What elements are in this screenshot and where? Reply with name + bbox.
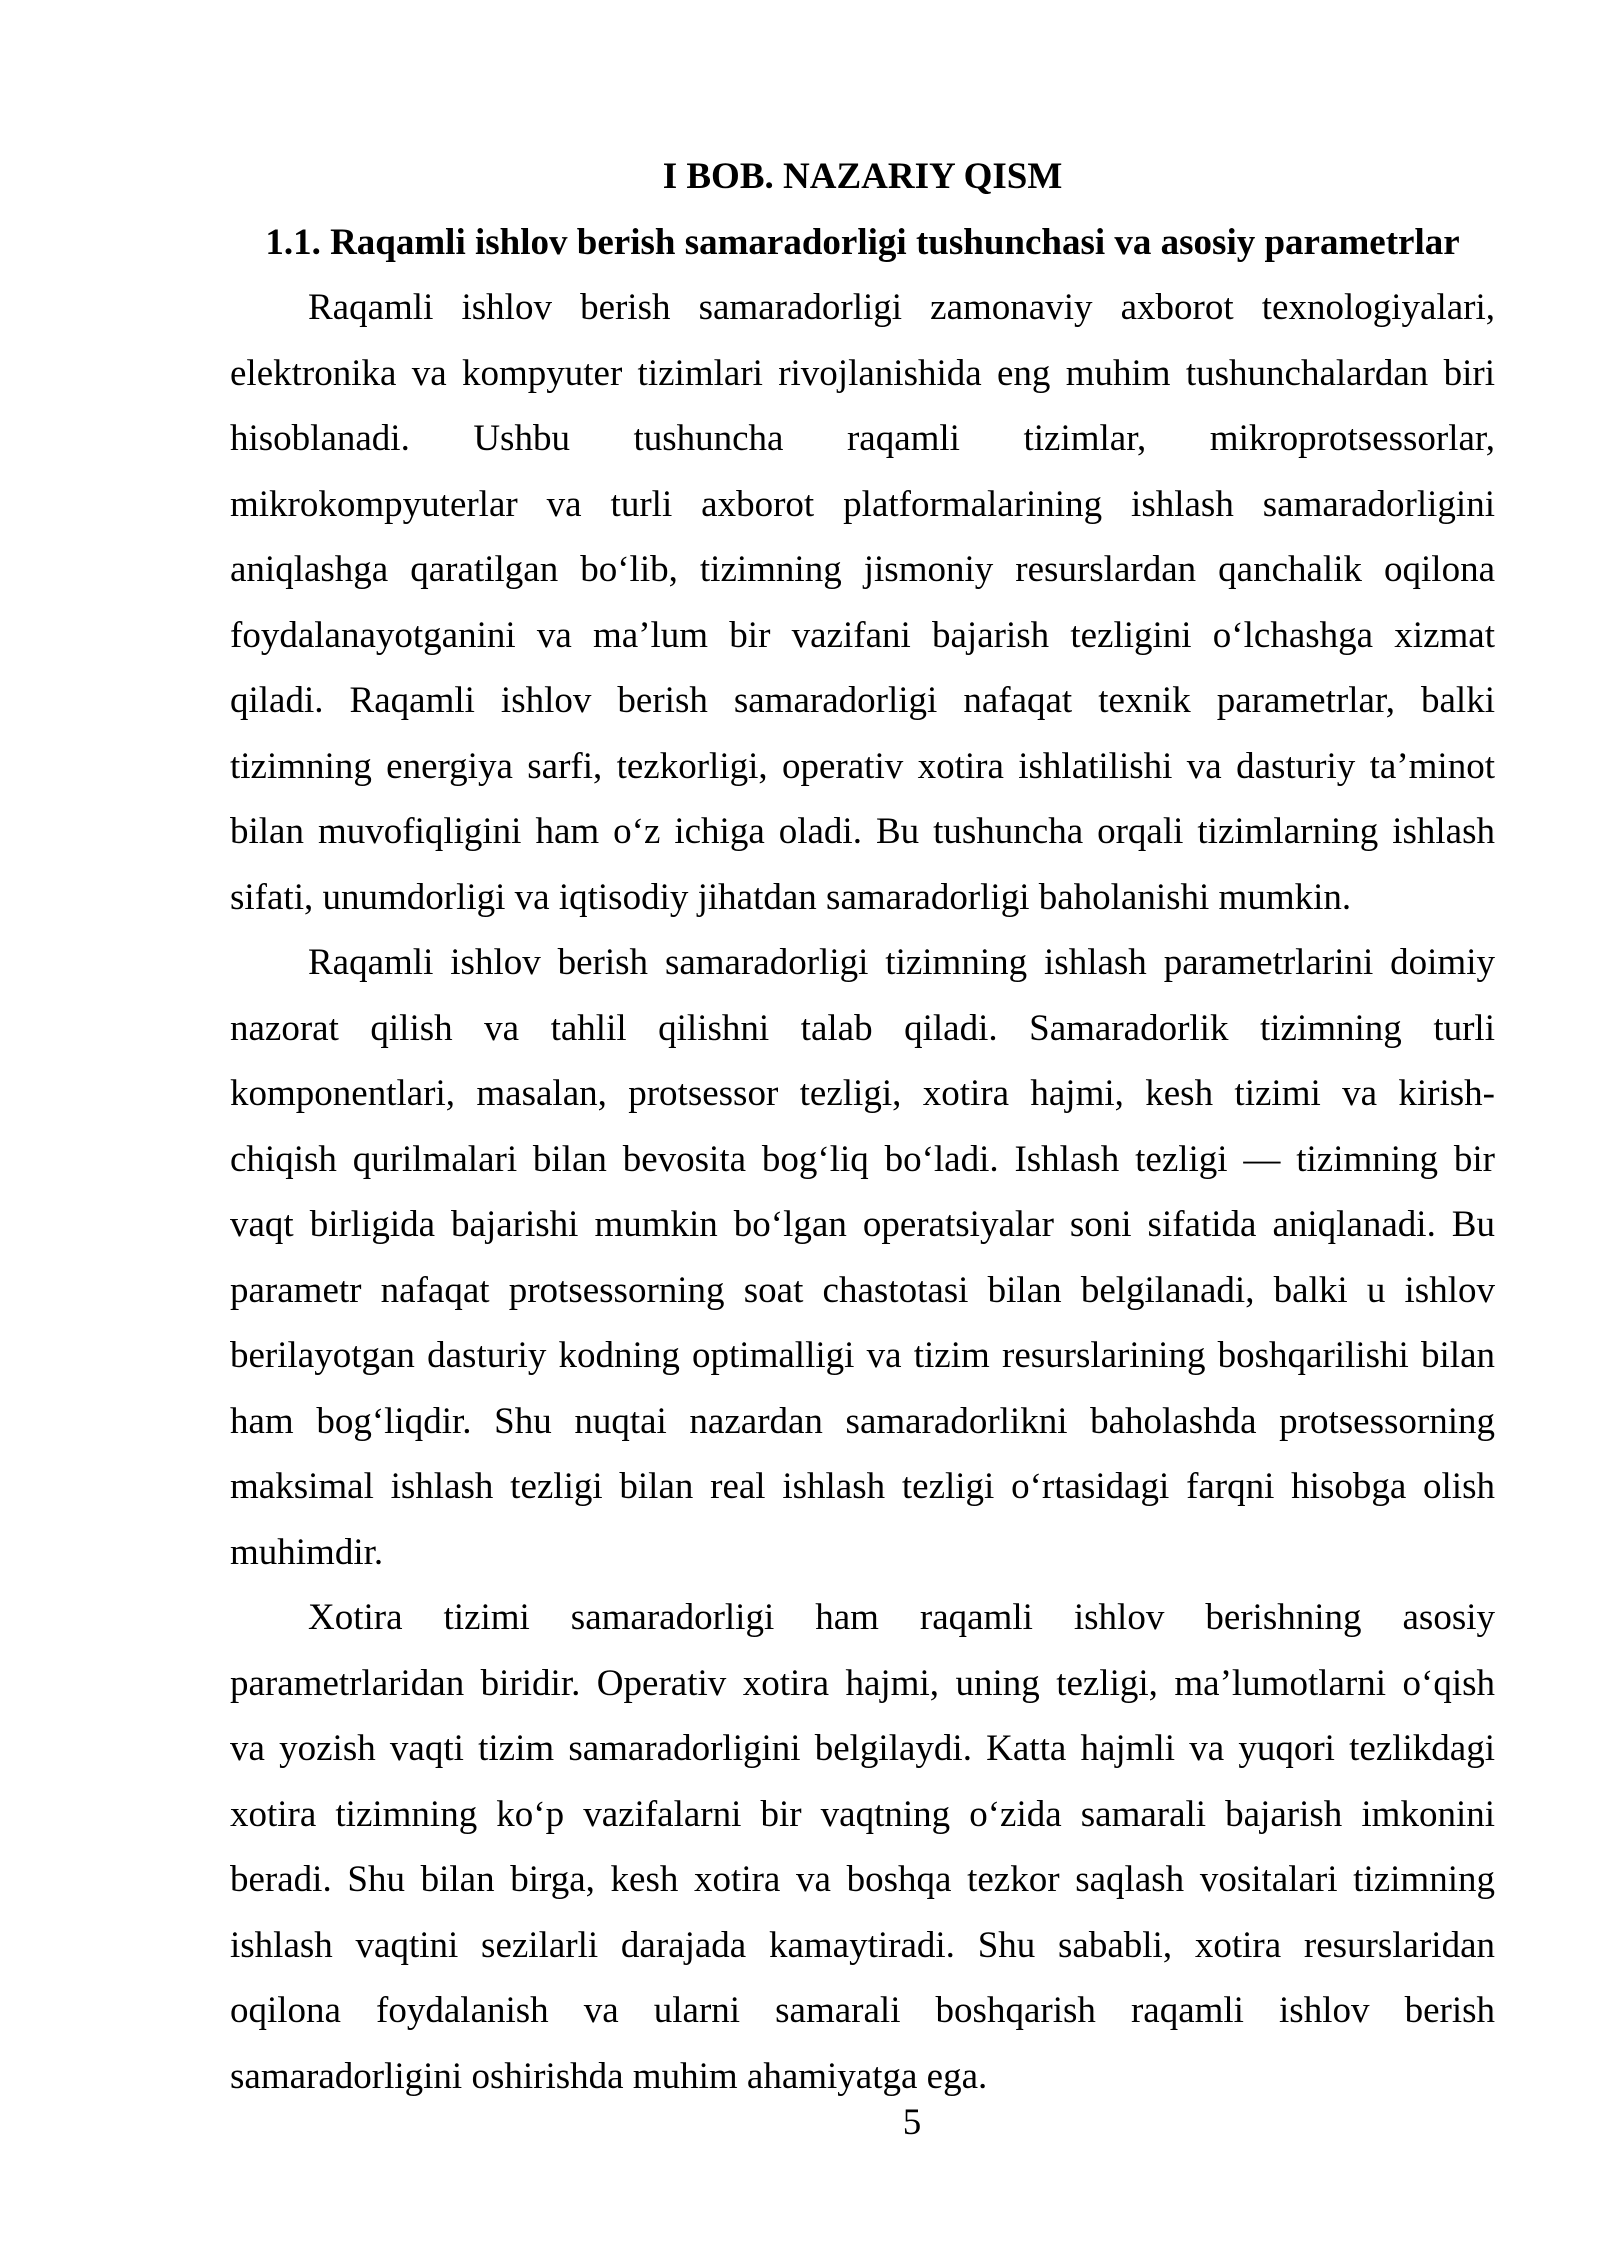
paragraph-line: aniqlashga qaratilgan bo‘lib, tizimning jismoniy resurslardan qanchalik oqilona <box>230 549 1495 590</box>
paragraph-line: foydalanayotganini va ma’lum bir vazifani bajarish tezligini o‘lchashga xizmat <box>230 614 1495 656</box>
paragraph-line: muhimdir. <box>230 1531 384 1573</box>
paragraph-line: vaqt birligida bajarishi mumkin bo‘lgan operatsiyalar soni sifatida aniqlanadi. Bu <box>230 1204 1495 1245</box>
paragraph-line: sifati, unumdorligi va iqtisodiy jihatdan samaradorligi baholanishi mumkin. <box>230 876 1352 918</box>
paragraph-line: parametr nafaqat protsessorning soat chastotasi bilan belgilanadi, balki u ishlov <box>230 1269 1495 1311</box>
paragraph-line: elektronika va kompyuter tizimlari rivojlanishida eng muhim tushunchalardan biri <box>230 352 1495 394</box>
chapter-title: I BOB. NAZARIY QISM <box>662 156 1063 197</box>
page-number: 5 <box>902 2102 922 2143</box>
paragraph-line: nazorat qilish va tahlil qilishni talab qiladi. Samaradorlik tizimning turli <box>230 1007 1495 1049</box>
paragraph-line: maksimal ishlash tezligi bilan real ishlash tezligi o‘rtasidagi farqni hisobga olish <box>230 1466 1495 1507</box>
page-content <box>230 144 1495 2109</box>
paragraph-line: Raqamli ishlov berish samaradorligi tizimning ishlash parametrlarini doimiy <box>308 942 1495 983</box>
paragraph-line: Raqamli ishlov berish samaradorligi zamonaviy axborot texnologiyalari, <box>308 287 1495 328</box>
paragraph-line: ham bog‘liqdir. Shu nuqtai nazardan samaradorlikni baholashda protsessorning <box>230 1400 1495 1442</box>
paragraph-line: va yozish vaqti tizim samaradorligini belgilaydi. Katta hajmli va yuqori tezlikdagi <box>230 1728 1495 1769</box>
paragraph <box>230 930 1495 1585</box>
paragraph-line: bilan muvofiqligini ham o‘z ichiga oladi. Bu tushuncha orqali tizimlarning ishlash <box>230 811 1495 852</box>
paragraph-line: mikrokompyuterlar va turli axborot platformalarining ishlash samaradorligini <box>230 483 1495 525</box>
paragraph-line: tizimning energiya sarfi, tezkorligi, operativ xotira ishlatilishi va dasturiy ta’minot <box>230 745 1495 787</box>
paragraph <box>230 1585 1495 2109</box>
paragraph-line: ishlash vaqtini sezilarli darajada kamaytiradi. Shu sababli, xotira resurslaridan <box>230 1924 1495 1966</box>
body-text <box>230 275 1495 2109</box>
paragraph-line: berilayotgan dasturiy kodning optimalligi va tizim resurslarining boshqarilishi bilan <box>230 1335 1495 1376</box>
paragraph-line: samaradorligini oshirishda muhim ahamiyatga ega. <box>230 2055 988 2097</box>
paragraph-line: qiladi. Raqamli ishlov berish samaradorligi nafaqat texnik parametrlar, balki <box>230 680 1495 721</box>
paragraph-line: beradi. Shu bilan birga, kesh xotira va boshqa tezkor saqlash vositalari tizimning <box>230 1859 1495 1900</box>
paragraph-line: hisoblanadi. Ushbu tushuncha raqamli tizimlar, mikroprotsessorlar, <box>230 418 1495 459</box>
paragraph-line: parametrlaridan biridir. Operativ xotira hajmi, uning tezligi, ma’lumotlarni o‘qish <box>230 1662 1495 1704</box>
paragraph-line: komponentlari, masalan, protsessor tezligi, xotira hajmi, kesh tizimi va kirish- <box>230 1073 1495 1114</box>
section-title: 1.1. Raqamli ishlov berish samaradorligi tushunchasi va asosiy parametrlar <box>265 221 1460 263</box>
paragraph-line: Xotira tizimi samaradorligi ham raqamli ishlov berishning asosiy <box>308 1597 1495 1638</box>
paragraph-line: chiqish qurilmalari bilan bevosita bog‘liq bo‘ladi. Ishlash tezligi — tizimning bir <box>230 1138 1495 1180</box>
paragraph <box>230 275 1495 930</box>
paragraph-line: xotira tizimning ko‘p vazifalarni bir vaqtning o‘zida samarali bajarish imkonini <box>230 1793 1495 1835</box>
paragraph-line: oqilona foydalanish va ularni samarali boshqarish raqamli ishlov berish <box>230 1990 1495 2031</box>
